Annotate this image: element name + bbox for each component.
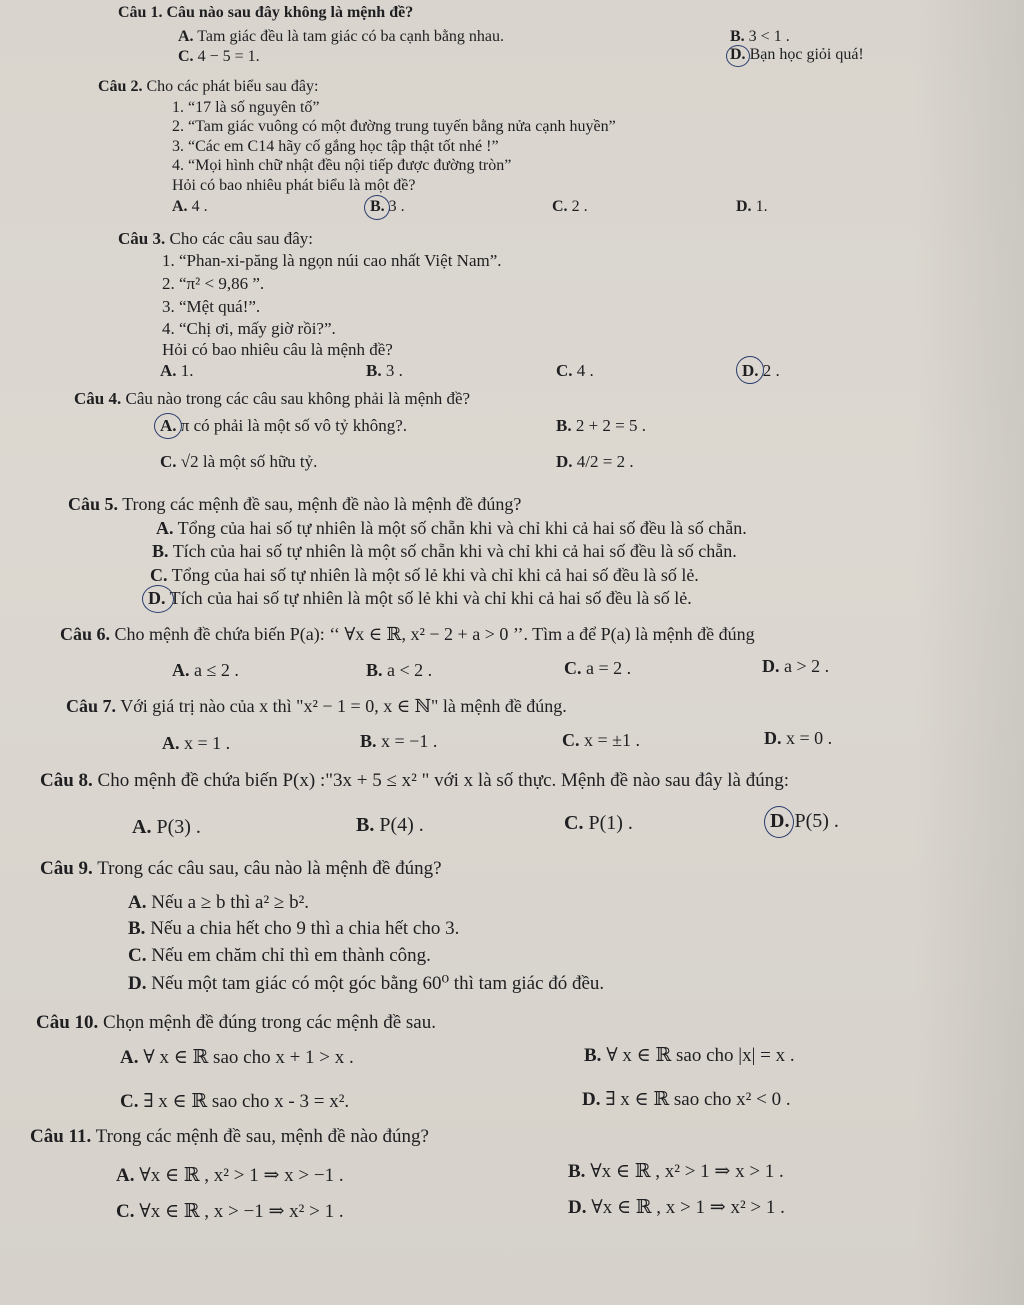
q5-option-d[interactable]: D. Tích của hai số tự nhiên là một số lẻ khi và chỉ khi cả hai số đều là số lẻ.	[148, 588, 692, 608]
q10-option-a[interactable]: A. ∀ x ∈ ℝ sao cho x + 1 > x .	[120, 1047, 354, 1068]
q10-option-d[interactable]: D. ∃ x ∈ ℝ sao cho x² < 0 .	[582, 1089, 791, 1110]
q7-option-d[interactable]: D. x = 0 .	[764, 728, 833, 748]
q7-option-c[interactable]: C. x = ±1 .	[562, 730, 641, 750]
q3-line-1: 1. “Phan-xi-păng là ngọn núi cao nhất Việt Nam”.	[162, 251, 502, 270]
q3-option-d[interactable]: D. 2 .	[742, 361, 780, 380]
q1-label: Câu 1.	[118, 4, 163, 21]
q3-stem: Câu 3. Cho các câu sau đây:	[118, 229, 313, 248]
q3-option-c[interactable]: C. 4 .	[556, 361, 594, 380]
q1-option-a[interactable]: A. Tam giác đều là tam giác có ba cạnh bằng nhau.	[178, 28, 505, 45]
q9-label: Câu 9.	[40, 858, 93, 879]
q6-option-b[interactable]: B. a < 2 .	[366, 660, 433, 680]
q2-option-b[interactable]: B. 3 .	[370, 198, 405, 215]
q11-option-a[interactable]: A. ∀x ∈ ℝ , x² > 1 ⇒ x > −1 .	[116, 1165, 344, 1186]
q10-option-c[interactable]: C. ∃ x ∈ ℝ sao cho x - 3 = x².	[120, 1091, 350, 1112]
q2-line-1: 1. “17 là số nguyên tố”	[172, 99, 320, 116]
q8-option-c[interactable]: C. P(1) .	[564, 812, 633, 834]
q2-stem: Câu 2. Cho các phát biểu sau đây:	[98, 78, 319, 95]
q4-stem: Câu 4. Câu nào trong các câu sau không phải là mệnh đề?	[74, 389, 471, 408]
q2-option-d[interactable]: D. 1.	[736, 198, 768, 215]
q7-label: Câu 7.	[66, 696, 117, 716]
q3-line-2: 2. “π² < 9,86 ”.	[162, 274, 265, 293]
q2-line-3: 3. “Các em C14 hãy cố gắng học tập thật tốt nhé !”	[172, 138, 499, 155]
q4-label: Câu 4.	[74, 389, 122, 408]
q5-option-a[interactable]: A. Tổng của hai số tự nhiên là một số chẵn khi và chỉ khi cả hai số đều là số chẵn.	[156, 518, 747, 538]
q8-stem: Câu 8. Cho mệnh đề chứa biến P(x) :"3x + 5 ≤ x² " với x là số thực. Mệnh đề nào sau đây là đúng:	[40, 770, 789, 791]
q5-option-c[interactable]: C. Tổng của hai số tự nhiên là một số lẻ khi và chỉ khi cả hai số đều là số lẻ.	[150, 565, 699, 585]
q7-stem: Câu 7. Với giá trị nào của x thì "x² − 1 = 0, x ∈ ℕ" là mệnh đề đúng.	[66, 696, 567, 716]
q8-label: Câu 8.	[40, 770, 93, 791]
q5-stem: Câu 5. Trong các mệnh đề sau, mệnh đề nào là mệnh đề đúng?	[68, 494, 522, 514]
q7-option-b[interactable]: B. x = −1 .	[360, 731, 438, 751]
paper-shadow-right	[914, 0, 1024, 1305]
q11-label: Câu 11.	[30, 1126, 92, 1147]
q6-option-d[interactable]: D. a > 2 .	[762, 656, 830, 676]
q3-line-3: 3. “Mệt quá!”.	[162, 297, 261, 316]
q6-option-a[interactable]: A. a ≤ 2 .	[172, 660, 239, 680]
q6-stem: Câu 6. Cho mệnh đề chứa biến P(a): ‘‘ ∀x ∈ ℝ, x² − 2 + a > 0 ’’. Tìm a để P(a) là mệnh đề đúng	[60, 624, 755, 644]
q3-line-4: 4. “Chị ơi, mấy giờ rồi?”.	[162, 319, 336, 338]
q9-option-a[interactable]: A. Nếu a ≥ b thì a² ≥ b².	[128, 892, 310, 913]
q6-label: Câu 6.	[60, 624, 111, 644]
q2-option-a[interactable]: A. 4 .	[172, 198, 208, 215]
q2-option-c[interactable]: C. 2 .	[552, 198, 588, 215]
q1-option-b[interactable]: B. 3 < 1 .	[730, 28, 790, 45]
q1-option-c[interactable]: C. 4 − 5 = 1.	[178, 48, 260, 65]
q3-option-b[interactable]: B. 3 .	[366, 361, 403, 380]
q2-label: Câu 2.	[98, 78, 143, 95]
q4-option-a[interactable]: A. π có phải là một số vô tỷ không?.	[160, 416, 408, 435]
q3-label: Câu 3.	[118, 229, 166, 248]
q1-option-d[interactable]: D. Bạn học giỏi quá!	[730, 46, 864, 63]
q5-label: Câu 5.	[68, 494, 119, 514]
q9-option-d[interactable]: D. Nếu một tam giác có một góc bằng 60⁰ thì tam giác đó đều.	[128, 973, 605, 994]
q4-option-c[interactable]: C. √2 là một số hữu tỷ.	[160, 452, 318, 471]
q8-option-d[interactable]: D. P(5) .	[770, 810, 839, 832]
q2-line-4: 4. “Mọi hình chữ nhật đều nội tiếp được đường tròn”	[172, 157, 512, 174]
q2-line-2: 2. “Tam giác vuông có một đường trung tuyến bằng nửa cạnh huyền”	[172, 118, 616, 135]
q8-option-b[interactable]: B. P(4) .	[356, 814, 424, 836]
q9-stem: Câu 9. Trong các câu sau, câu nào là mệnh đề đúng?	[40, 858, 442, 879]
q3-question: Hỏi có bao nhiêu câu là mệnh đề?	[162, 340, 393, 359]
q4-option-d[interactable]: D. 4/2 = 2 .	[556, 452, 634, 471]
q9-option-c[interactable]: C. Nếu em chăm chỉ thì em thành công.	[128, 945, 431, 966]
q5-option-b[interactable]: B. Tích của hai số tự nhiên là một số chẵn khi và chỉ khi cả hai số đều là số chẵn.	[152, 541, 737, 561]
q8-option-a[interactable]: A. P(3) .	[132, 816, 201, 838]
q7-option-a[interactable]: A. x = 1 .	[162, 733, 231, 753]
q10-option-b[interactable]: B. ∀ x ∈ ℝ sao cho |x| = x .	[584, 1045, 795, 1066]
q3-option-a[interactable]: A. 1.	[160, 361, 194, 380]
q10-stem: Câu 10. Chọn mệnh đề đúng trong các mệnh đề sau.	[36, 1012, 436, 1033]
q1-stem-text: Câu nào sau đây không là mệnh đề?	[162, 4, 414, 21]
q11-option-c[interactable]: C. ∀x ∈ ℝ , x > −1 ⇒ x² > 1 .	[116, 1201, 344, 1222]
q2-question: Hỏi có bao nhiêu phát biểu là một đề?	[172, 177, 416, 194]
q6-option-c[interactable]: C. a = 2 .	[564, 658, 632, 678]
q1-stem	[118, 4, 413, 22]
q4-option-b[interactable]: B. 2 + 2 = 5 .	[556, 416, 647, 435]
q11-stem: Câu 11. Trong các mệnh đề sau, mệnh đề nào đúng?	[30, 1126, 429, 1147]
q9-option-b[interactable]: B. Nếu a chia hết cho 9 thì a chia hết cho 3.	[128, 918, 460, 939]
q11-option-b[interactable]: B. ∀x ∈ ℝ , x² > 1 ⇒ x > 1 .	[568, 1161, 784, 1182]
q11-option-d[interactable]: D. ∀x ∈ ℝ , x > 1 ⇒ x² > 1 .	[568, 1197, 785, 1218]
q10-label: Câu 10.	[36, 1012, 99, 1033]
